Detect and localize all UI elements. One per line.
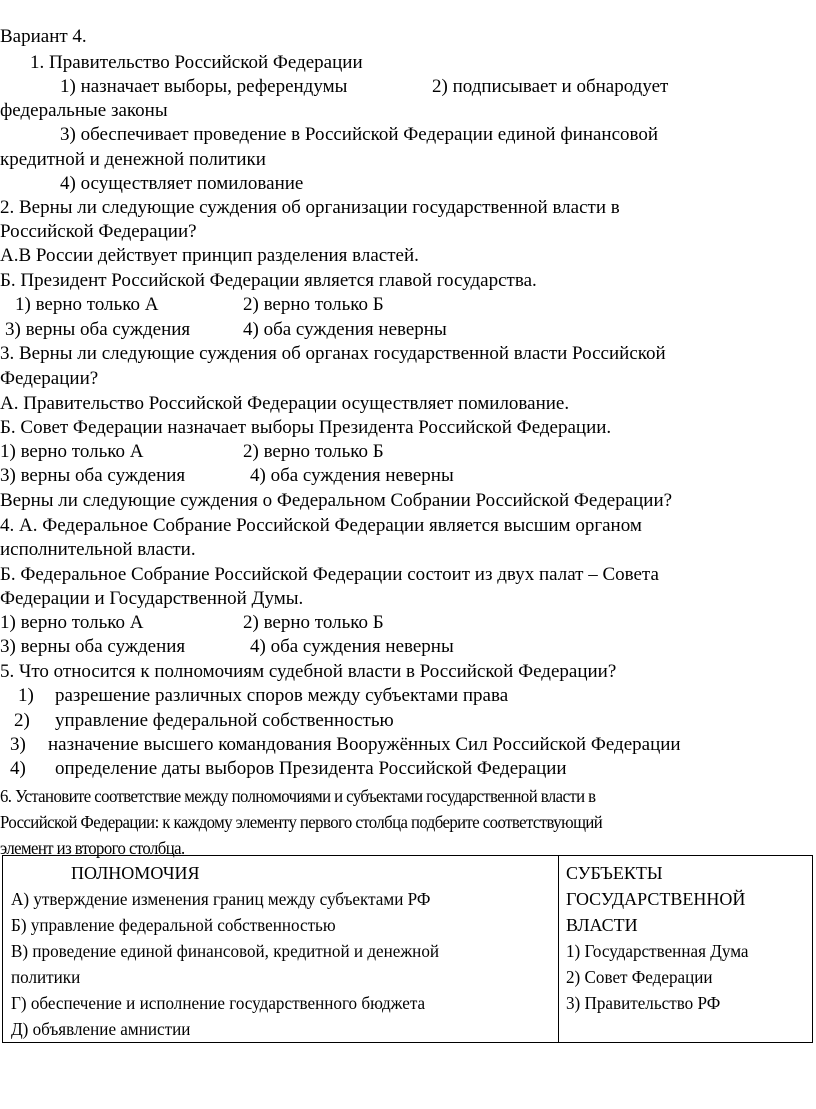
q2-statement-a: А.В России действует принцип разделения властей. <box>0 245 419 266</box>
q4-statement-a-cont: исполнительной власти. <box>0 539 196 560</box>
q2-option-1: 1) верно только А <box>15 294 159 315</box>
table-right-item-2: 2) Совет Федерации <box>566 967 713 987</box>
table-left-item-v-cont: политики <box>11 967 81 987</box>
q5-option-1: разрешение различных споров между субъектами права <box>55 685 509 706</box>
q3-stem-cont: Федерации? <box>0 368 99 389</box>
q3-option-3: 3) верны оба суждения <box>0 465 186 486</box>
q5-num-2: 2) <box>14 710 30 731</box>
q1-option-3-cont: кредитной и денежной политики <box>0 149 266 170</box>
table-right-header-3: ВЛАСТИ <box>566 915 638 935</box>
q1-stem: 1. Правительство Российской Федерации <box>30 52 363 73</box>
table-right-header-1: СУБЪЕКТЫ <box>566 863 663 883</box>
table-left-item-d: Д) объявление амнистии <box>11 1019 191 1039</box>
table-left-item-g: Г) обеспечение и исполнение государственного бюджета <box>11 993 426 1013</box>
q1-option-2: 2) подписывает и обнародует <box>432 76 669 97</box>
table-left-header: ПОЛНОМОЧИЯ <box>71 863 200 883</box>
q1-option-4: 4) осуществляет помилование <box>60 173 304 194</box>
q4-option-1: 1) верно только А <box>0 612 144 633</box>
q2-option-3: 3) верны оба суждения <box>5 319 191 340</box>
q2-option-4: 4) оба суждения неверны <box>243 319 447 340</box>
q3-stem: 3. Верны ли следующие суждения об органах государственной власти Российской <box>0 343 666 364</box>
table-right-item-3: 3) Правительство РФ <box>566 993 721 1013</box>
q1-option-1: 1) назначает выборы, референдумы <box>60 76 348 97</box>
q1-option-3: 3) обеспечивает проведение в Российской Федерации единой финансовой <box>60 124 659 145</box>
table-column-divider <box>558 856 559 1042</box>
q4-statement-b: Б. Федеральное Собрание Российской Федерации состоит из двух палат – Совета <box>0 564 659 585</box>
table-right-header-2: ГОСУДАРСТВЕННОЙ <box>566 889 746 909</box>
q3-option-1: 1) верно только А <box>0 441 144 462</box>
q5-option-4: определение даты выборов Президента Российской Федерации <box>55 758 567 779</box>
table-right-item-1: 1) Государственная Дума <box>566 941 749 961</box>
q5-num-4: 4) <box>10 758 26 779</box>
q6-stem-cont-1: Российской Федерации: к каждому элементу первого столбца подберите соответствующий <box>0 812 603 832</box>
q2-stem-cont: Российской Федерации? <box>0 221 197 242</box>
variant-title: Вариант 4. <box>0 26 87 47</box>
q4-intro: Верны ли следующие суждения о Федеральном Собрании Российской Федерации? <box>0 490 673 511</box>
q2-stem: 2. Верны ли следующие суждения об организации государственной власти в <box>0 197 620 218</box>
q3-option-2: 2) верно только Б <box>243 441 384 462</box>
q3-statement-b: Б. Совет Федерации назначает выборы Президента Российской Федерации. <box>0 417 612 438</box>
q4-option-4: 4) оба суждения неверны <box>250 636 454 657</box>
q4-option-2: 2) верно только Б <box>243 612 384 633</box>
q5-num-3: 3) <box>10 734 26 755</box>
q4-option-3: 3) верны оба суждения <box>0 636 186 657</box>
table-left-item-b: Б) управление федеральной собственностью <box>11 915 336 935</box>
q2-statement-b: Б. Президент Российской Федерации является главой государства. <box>0 270 537 291</box>
q5-option-2: управление федеральной собственностью <box>55 710 394 731</box>
q4-statement-b-cont: Федерации и Государственной Думы. <box>0 588 304 609</box>
q5-stem: 5. Что относится к полномочиям судебной власти в Российской Федерации? <box>0 661 617 682</box>
q2-option-2: 2) верно только Б <box>243 294 384 315</box>
q3-statement-a: А. Правительство Российской Федерации осуществляет помилование. <box>0 393 570 414</box>
table-left-item-v: В) проведение единой финансовой, кредитной и денежной <box>11 941 440 961</box>
table-left-item-a: А) утверждение изменения границ между субъектами РФ <box>11 889 431 909</box>
q5-num-1: 1) <box>18 685 34 706</box>
q3-option-4: 4) оба суждения неверны <box>250 465 454 486</box>
matching-table <box>2 855 813 1043</box>
q6-stem: 6. Установите соответствие между полномочиями и субъектами государственной власти в <box>0 786 596 806</box>
q5-option-3: назначение высшего командования Вооружённых Сил Российской Федерации <box>48 734 681 755</box>
q4-statement-a: 4. А. Федеральное Собрание Российской Федерации является высшим органом <box>0 515 642 536</box>
q6-stem-cont-2: элемент из второго столбца. <box>0 838 185 858</box>
q1-option-2-cont: федеральные законы <box>0 100 168 121</box>
